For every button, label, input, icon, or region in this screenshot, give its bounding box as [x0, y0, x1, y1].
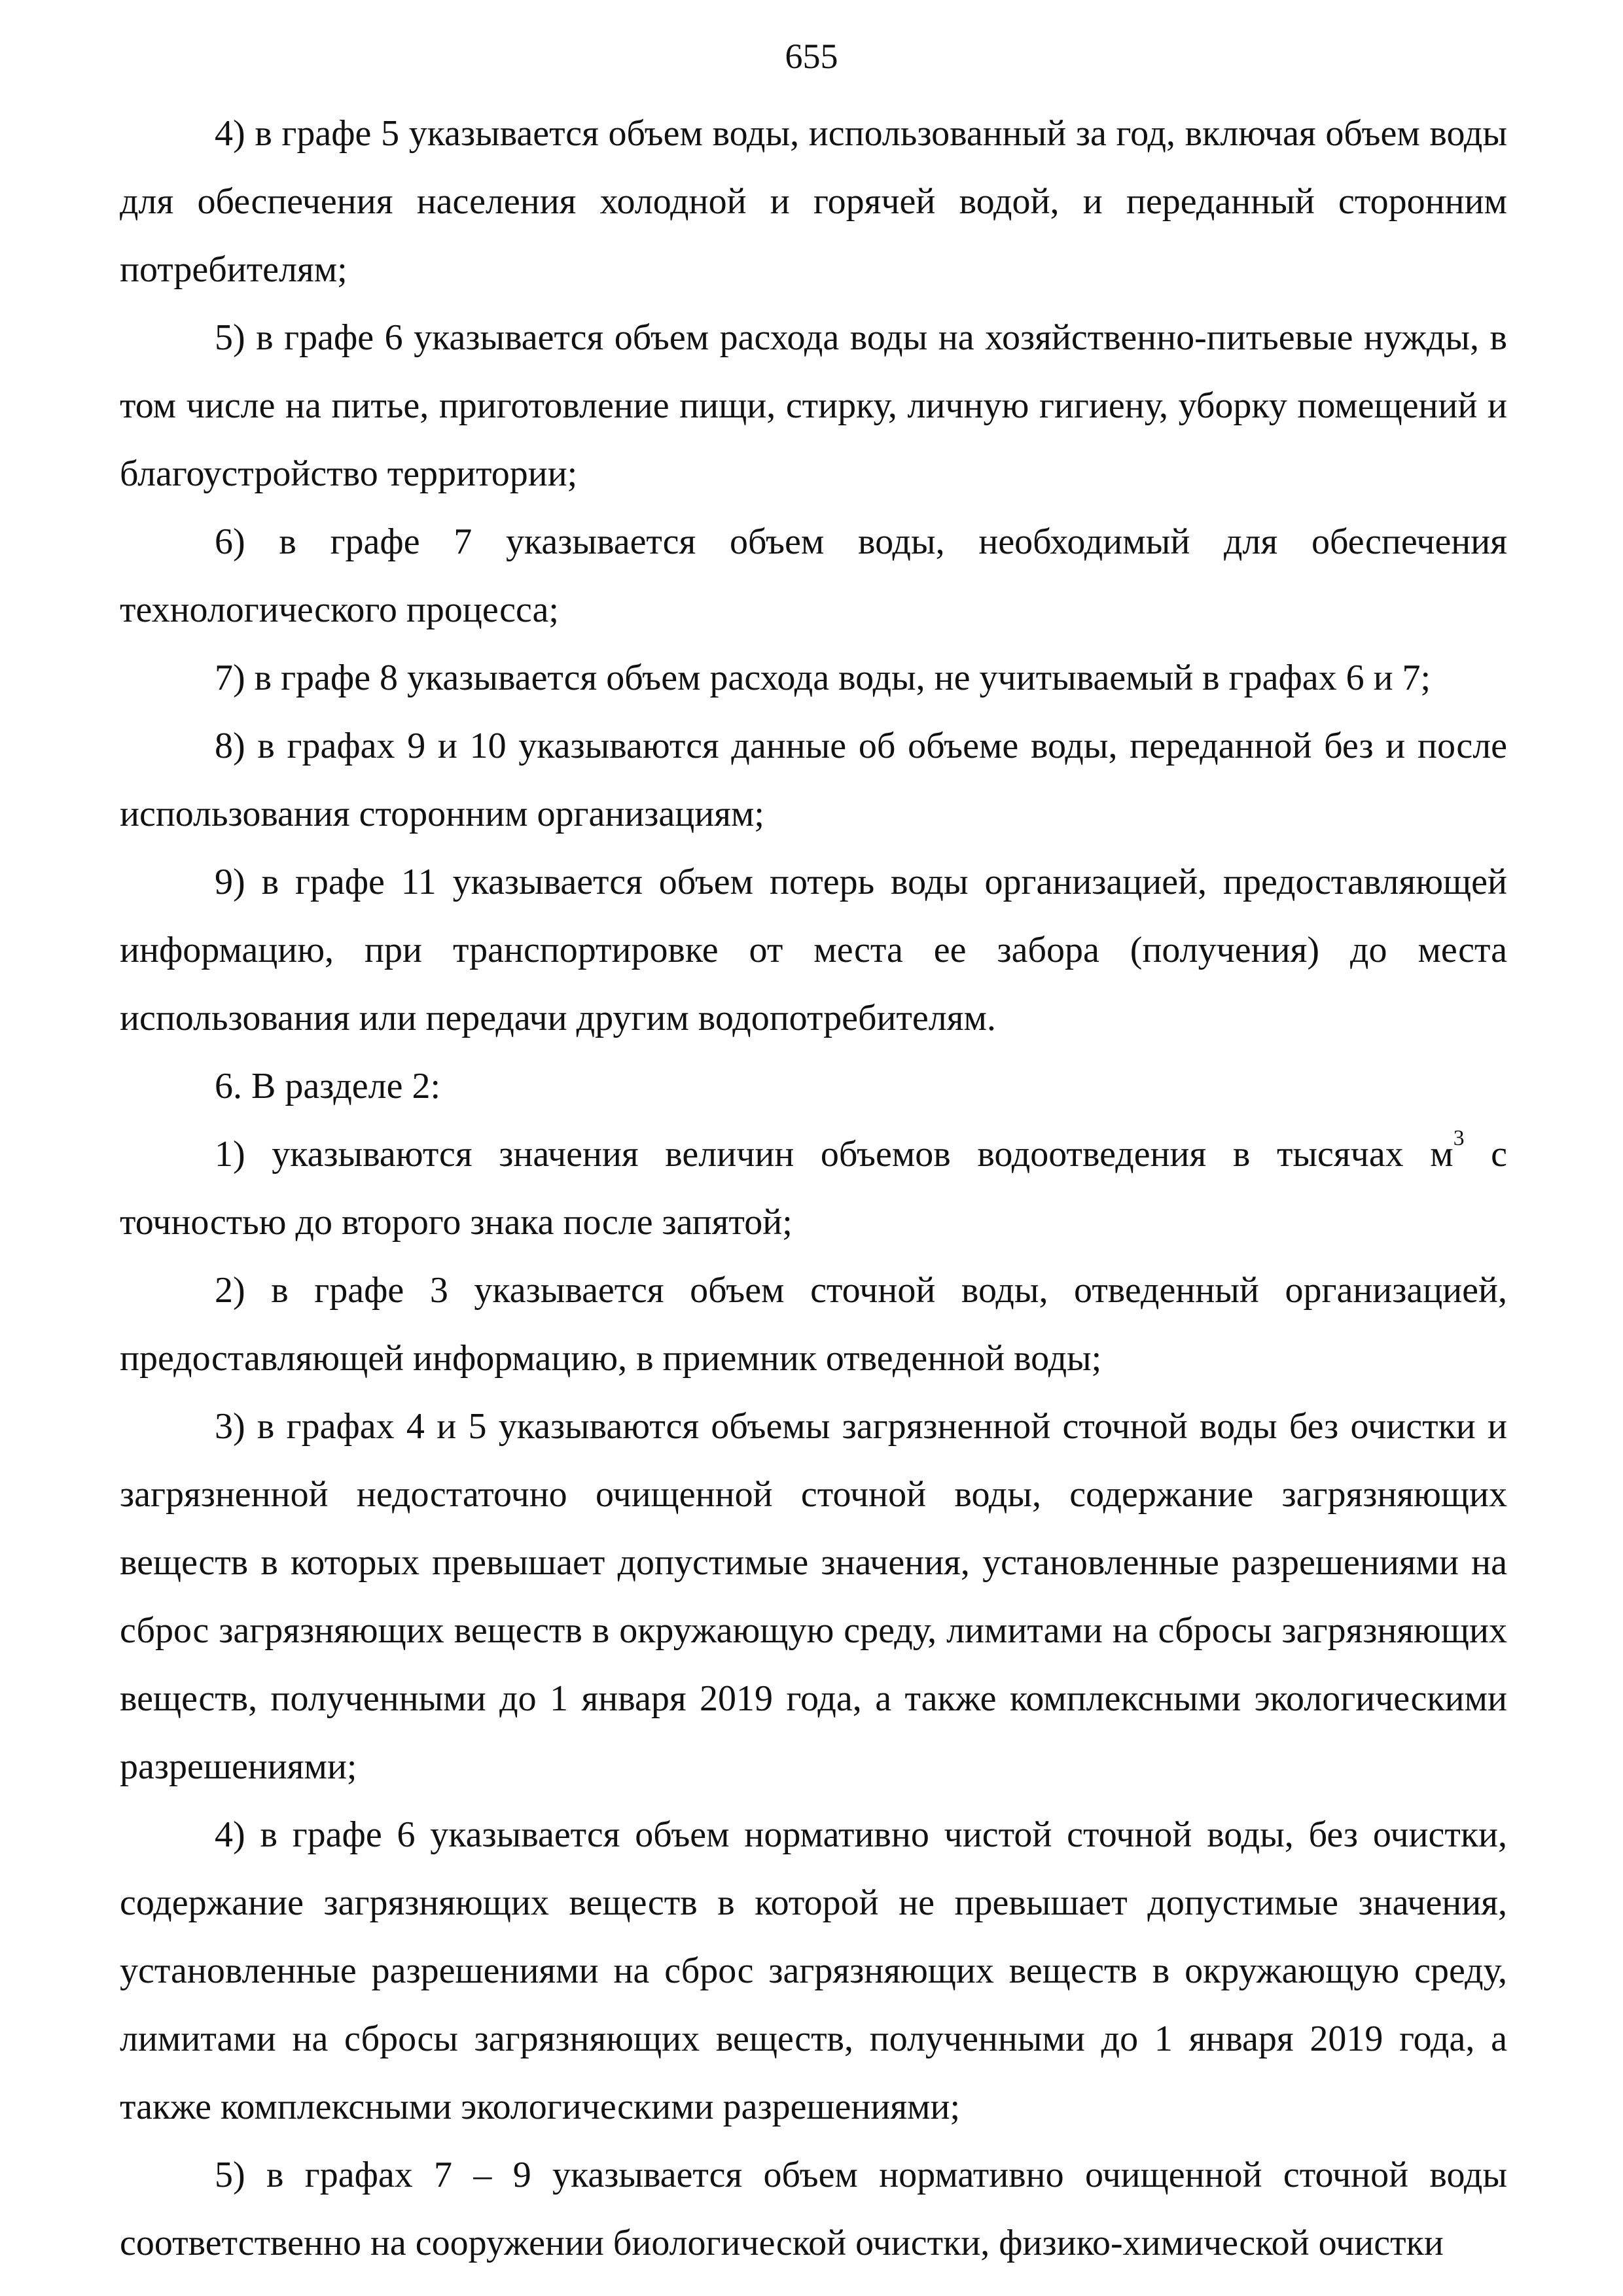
superscript-cube: 3	[1453, 1126, 1465, 1151]
section-heading-6: 6. В разделе 2:	[215, 1066, 441, 1106]
paragraph-item-2-column-3: 2) в графе 3 указывается объем сточной воды, отведенный организацией, предоставляющей информацию, в приемник отведенной воды;	[120, 1270, 1507, 1379]
paragraph-item-3-columns-4-5: 3) в графах 4 и 5 указываются объемы загрязненной сточной воды без очистки и загрязненной недостаточно очищенной сточной воды, содержание загрязняющих веществ в которых превышает допустимые значения, установленные разрешениями на сброс загрязняющих веществ в окружающую среду, лимитами на сбросы загрязняющих веществ, полученными до 1 января 2019 года, а также комплексными экологическими разрешениями;	[120, 1406, 1507, 1787]
paragraph-item-5-columns-7-9: 5) в графах 7 – 9 указывается объем нормативно очищенной сточной воды соответственно на сооружении биологической очистки, физико-химической очистки	[120, 2155, 1507, 2263]
paragraph-item-4-column-6: 4) в графе 6 указывается объем нормативно чистой сточной воды, без очистки, содержание загрязняющих веществ в которой не превышает допустимые значения, установленные разрешениями на сброс загрязняющих веществ в окружающую среду, лимитами на сбросы загрязняющих веществ, полученными до 1 января 2019 года, а также комплексными экологическими разрешениями;	[120, 1814, 1507, 2127]
paragraph-item-1-units	[120, 1120, 1507, 1256]
paragraph-item-6-column-7: 6) в графе 7 указывается объем воды, необходимый для обеспечения технологического процесса;	[120, 521, 1507, 630]
paragraph-item-9-column-11: 9) в графе 11 указывается объем потерь воды организацией, предоставляющей информацию, при транспортировке от места ее забора (получения) до места использования или передачи другим водопотребителям.	[120, 862, 1507, 1038]
paragraph-item-5-column-6: 5) в графе 6 указывается объем расхода воды на хозяйственно-питьевые нужды, в том числе на питье, приготовление пищи, стирку, личную гигиену, уборку помещений и благоустройство территории;	[120, 317, 1507, 494]
paragraph-item-4-column-5: 4) в графе 5 указывается объем воды, использованный за год, включая объем воды для обеспечения населения холодной и горячей водой, и переданный сторонним потребителям;	[120, 113, 1507, 290]
paragraph-text-after-superscript: с точностью до второго знака после запятой;	[120, 1134, 1508, 1243]
page-number: 655	[785, 37, 838, 76]
paragraph-item-7-column-8: 7) в графе 8 указывается объем расхода воды, не учитываемый в графах 6 и 7;	[215, 658, 1431, 698]
document-body	[120, 99, 1507, 2277]
paragraph-text-before-superscript: 1) указываются значения величин объемов водоотведения в тысячах м	[215, 1134, 1454, 1174]
paragraph-item-8-columns-9-10: 8) в графах 9 и 10 указываются данные об объеме воды, переданной без и после использования сторонним организациям;	[120, 726, 1507, 834]
